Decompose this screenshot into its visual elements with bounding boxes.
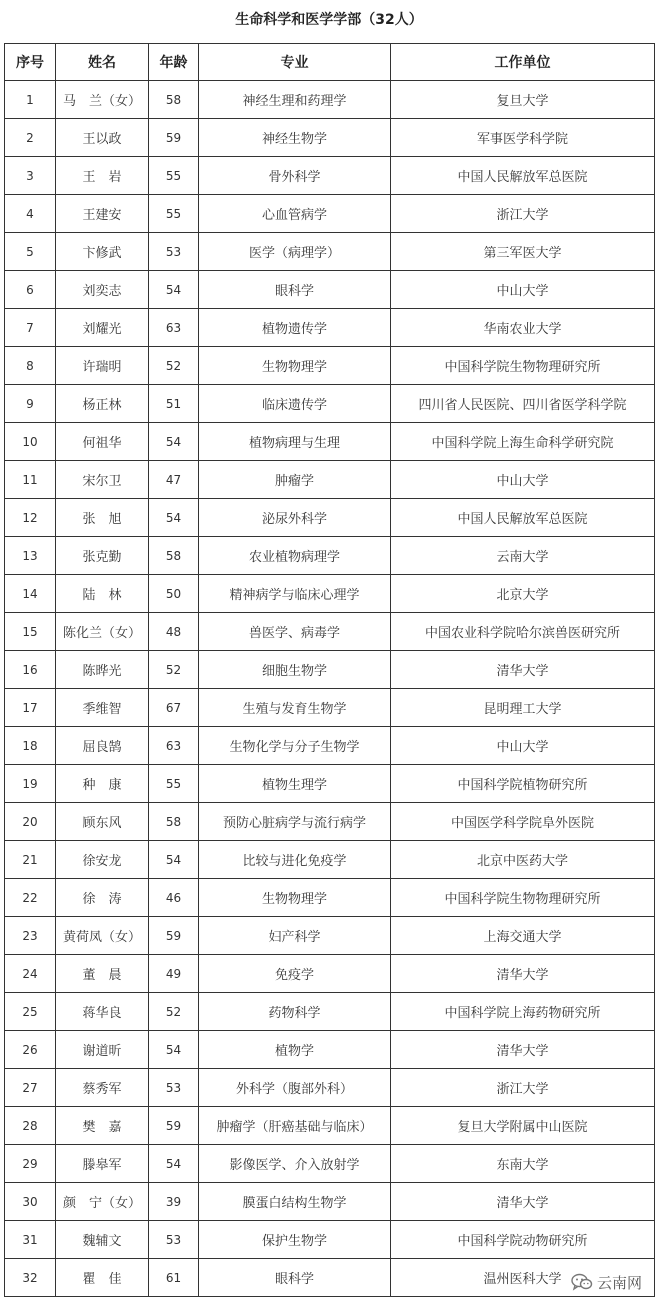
table-row — [5, 195, 655, 233]
row-work-unit: 中国农业科学院哈尔滨兽医研究所 — [391, 613, 655, 651]
row-name: 陈化兰（女） — [56, 613, 149, 651]
table-row — [5, 1069, 655, 1107]
row-age: 58 — [149, 81, 199, 119]
table-row — [5, 1107, 655, 1145]
row-number: 21 — [5, 841, 56, 879]
row-major: 医学（病理学） — [199, 233, 391, 271]
row-major: 神经生物学 — [199, 119, 391, 157]
table-row — [5, 385, 655, 423]
table-row — [5, 1145, 655, 1183]
row-number: 5 — [5, 233, 56, 271]
row-major: 肿瘤学（肝癌基础与临床） — [199, 1107, 391, 1145]
row-major: 外科学（腹部外科） — [199, 1069, 391, 1107]
table-row — [5, 461, 655, 499]
row-major: 临床遗传学 — [199, 385, 391, 423]
row-number: 9 — [5, 385, 56, 423]
watermark-text: 云南网 — [596, 1273, 642, 1292]
row-name: 徐安龙 — [56, 841, 149, 879]
row-age: 47 — [149, 461, 199, 499]
row-number: 8 — [5, 347, 56, 385]
row-name: 卞修武 — [56, 233, 149, 271]
row-name: 董 晨 — [56, 955, 149, 993]
row-age: 50 — [149, 575, 199, 613]
table-row — [5, 841, 655, 879]
row-name: 杨正林 — [56, 385, 149, 423]
row-age: 58 — [149, 537, 199, 575]
row-work-unit: 清华大学 — [391, 1031, 655, 1069]
row-major: 生物化学与分子生物学 — [199, 727, 391, 765]
row-work-unit: 华南农业大学 — [391, 309, 655, 347]
row-age: 61 — [149, 1259, 199, 1297]
row-age: 54 — [149, 1031, 199, 1069]
row-number: 30 — [5, 1183, 56, 1221]
table-row — [5, 347, 655, 385]
row-major: 细胞生物学 — [199, 651, 391, 689]
row-work-unit: 北京中医药大学 — [391, 841, 655, 879]
row-work-unit: 中国科学院上海生命科学研究院 — [391, 423, 655, 461]
table-body — [5, 81, 655, 1297]
row-work-unit: 中国科学院植物研究所 — [391, 765, 655, 803]
table-row — [5, 1221, 655, 1259]
row-name: 瞿 佳 — [56, 1259, 149, 1297]
row-number: 32 — [5, 1259, 56, 1297]
table-row — [5, 423, 655, 461]
row-number: 24 — [5, 955, 56, 993]
row-number: 19 — [5, 765, 56, 803]
table-row — [5, 651, 655, 689]
row-age: 49 — [149, 955, 199, 993]
row-number: 12 — [5, 499, 56, 537]
table-row — [5, 499, 655, 537]
row-number: 23 — [5, 917, 56, 955]
row-work-unit: 清华大学 — [391, 651, 655, 689]
table-row — [5, 233, 655, 271]
row-major: 预防心脏病学与流行病学 — [199, 803, 391, 841]
table-row — [5, 727, 655, 765]
row-work-unit: 温州医科大学 — [391, 1259, 655, 1297]
table-row — [5, 119, 655, 157]
table-row — [5, 1031, 655, 1069]
table-header-row — [5, 44, 655, 81]
row-name: 马 兰（女） — [56, 81, 149, 119]
row-name: 徐 涛 — [56, 879, 149, 917]
table-row — [5, 613, 655, 651]
row-major: 兽医学、病毒学 — [199, 613, 391, 651]
row-work-unit: 云南大学 — [391, 537, 655, 575]
table-row — [5, 917, 655, 955]
row-number: 27 — [5, 1069, 56, 1107]
row-age: 54 — [149, 271, 199, 309]
row-age: 63 — [149, 309, 199, 347]
row-age: 67 — [149, 689, 199, 727]
header-age: 年龄 — [149, 44, 199, 81]
row-major: 心血管病学 — [199, 195, 391, 233]
header-number: 序号 — [5, 44, 56, 81]
row-name: 屈良鹄 — [56, 727, 149, 765]
row-name: 蔡秀军 — [56, 1069, 149, 1107]
row-age: 39 — [149, 1183, 199, 1221]
table-row — [5, 575, 655, 613]
row-major: 妇产科学 — [199, 917, 391, 955]
row-work-unit: 东南大学 — [391, 1145, 655, 1183]
table-row — [5, 803, 655, 841]
row-name: 张克勤 — [56, 537, 149, 575]
row-number: 22 — [5, 879, 56, 917]
row-work-unit: 中山大学 — [391, 461, 655, 499]
row-name: 何祖华 — [56, 423, 149, 461]
table-row — [5, 689, 655, 727]
row-number: 1 — [5, 81, 56, 119]
row-number: 20 — [5, 803, 56, 841]
row-major: 骨外科学 — [199, 157, 391, 195]
member-table — [4, 43, 655, 1297]
row-number: 25 — [5, 993, 56, 1031]
row-name: 王建安 — [56, 195, 149, 233]
row-name: 王 岩 — [56, 157, 149, 195]
row-work-unit: 中国科学院上海药物研究所 — [391, 993, 655, 1031]
row-age: 52 — [149, 993, 199, 1031]
row-work-unit: 浙江大学 — [391, 1069, 655, 1107]
row-work-unit: 中山大学 — [391, 727, 655, 765]
table-row — [5, 157, 655, 195]
row-number: 13 — [5, 537, 56, 575]
row-age: 53 — [149, 233, 199, 271]
row-number: 31 — [5, 1221, 56, 1259]
row-name: 黄荷凤（女） — [56, 917, 149, 955]
row-number: 14 — [5, 575, 56, 613]
row-name: 宋尔卫 — [56, 461, 149, 499]
row-number: 16 — [5, 651, 56, 689]
row-age: 54 — [149, 841, 199, 879]
row-major: 比较与进化免疫学 — [199, 841, 391, 879]
row-name: 许瑞明 — [56, 347, 149, 385]
row-name: 刘耀光 — [56, 309, 149, 347]
row-name: 陈晔光 — [56, 651, 149, 689]
row-number: 6 — [5, 271, 56, 309]
row-number: 17 — [5, 689, 56, 727]
row-name: 蒋华良 — [56, 993, 149, 1031]
row-age: 55 — [149, 765, 199, 803]
row-major: 生物物理学 — [199, 347, 391, 385]
table-row — [5, 879, 655, 917]
wechat-icon — [571, 1273, 593, 1291]
row-work-unit: 清华大学 — [391, 955, 655, 993]
header-major: 专业 — [199, 44, 391, 81]
row-number: 26 — [5, 1031, 56, 1069]
row-work-unit: 中国医学科学院阜外医院 — [391, 803, 655, 841]
row-major: 植物学 — [199, 1031, 391, 1069]
row-major: 植物遗传学 — [199, 309, 391, 347]
row-work-unit: 四川省人民医院、四川省医学科学院 — [391, 385, 655, 423]
row-major: 肿瘤学 — [199, 461, 391, 499]
watermark — [569, 1271, 644, 1293]
row-number: 4 — [5, 195, 56, 233]
row-name: 刘奕志 — [56, 271, 149, 309]
table-row — [5, 1183, 655, 1221]
row-major: 免疫学 — [199, 955, 391, 993]
row-age: 52 — [149, 651, 199, 689]
row-major: 神经生理和药理学 — [199, 81, 391, 119]
row-number: 28 — [5, 1107, 56, 1145]
row-major: 植物生理学 — [199, 765, 391, 803]
row-work-unit: 中国人民解放军总医院 — [391, 499, 655, 537]
table-row — [5, 537, 655, 575]
row-work-unit: 中山大学 — [391, 271, 655, 309]
row-age: 54 — [149, 1145, 199, 1183]
row-work-unit: 中国人民解放军总医院 — [391, 157, 655, 195]
table-row — [5, 765, 655, 803]
row-major: 植物病理与生理 — [199, 423, 391, 461]
row-age: 53 — [149, 1069, 199, 1107]
row-age: 51 — [149, 385, 199, 423]
row-name: 顾东风 — [56, 803, 149, 841]
row-name: 樊 嘉 — [56, 1107, 149, 1145]
row-work-unit: 复旦大学 — [391, 81, 655, 119]
row-name: 种 康 — [56, 765, 149, 803]
row-age: 55 — [149, 195, 199, 233]
row-age: 52 — [149, 347, 199, 385]
row-age: 59 — [149, 1107, 199, 1145]
row-age: 63 — [149, 727, 199, 765]
row-work-unit: 中国科学院动物研究所 — [391, 1221, 655, 1259]
row-number: 29 — [5, 1145, 56, 1183]
table-row — [5, 309, 655, 347]
row-major: 眼科学 — [199, 1259, 391, 1297]
row-major: 保护生物学 — [199, 1221, 391, 1259]
row-work-unit: 上海交通大学 — [391, 917, 655, 955]
row-name: 颜 宁（女） — [56, 1183, 149, 1221]
row-work-unit: 中国科学院生物物理研究所 — [391, 879, 655, 917]
row-work-unit: 浙江大学 — [391, 195, 655, 233]
row-name: 陆 林 — [56, 575, 149, 613]
row-age: 54 — [149, 499, 199, 537]
row-major: 泌尿外科学 — [199, 499, 391, 537]
row-age: 54 — [149, 423, 199, 461]
row-major: 生殖与发育生物学 — [199, 689, 391, 727]
table-row — [5, 955, 655, 993]
row-number: 15 — [5, 613, 56, 651]
row-age: 46 — [149, 879, 199, 917]
row-work-unit: 清华大学 — [391, 1183, 655, 1221]
row-name: 张 旭 — [56, 499, 149, 537]
header-work-unit: 工作单位 — [391, 44, 655, 81]
row-age: 59 — [149, 917, 199, 955]
row-number: 11 — [5, 461, 56, 499]
row-major: 膜蛋白结构生物学 — [199, 1183, 391, 1221]
row-name: 滕皋军 — [56, 1145, 149, 1183]
row-number: 2 — [5, 119, 56, 157]
row-major: 精神病学与临床心理学 — [199, 575, 391, 613]
row-name: 魏辅文 — [56, 1221, 149, 1259]
row-major: 农业植物病理学 — [199, 537, 391, 575]
row-work-unit: 北京大学 — [391, 575, 655, 613]
row-name: 谢道昕 — [56, 1031, 149, 1069]
row-work-unit: 昆明理工大学 — [391, 689, 655, 727]
row-age: 48 — [149, 613, 199, 651]
row-age: 55 — [149, 157, 199, 195]
row-number: 7 — [5, 309, 56, 347]
row-major: 生物物理学 — [199, 879, 391, 917]
row-major: 眼科学 — [199, 271, 391, 309]
table-row — [5, 81, 655, 119]
row-major: 影像医学、介入放射学 — [199, 1145, 391, 1183]
page-title: 生命科学和医学学部（32人） — [235, 12, 423, 28]
row-work-unit: 中国科学院生物物理研究所 — [391, 347, 655, 385]
row-number: 18 — [5, 727, 56, 765]
row-age: 58 — [149, 803, 199, 841]
row-work-unit: 军事医学科学院 — [391, 119, 655, 157]
row-number: 10 — [5, 423, 56, 461]
row-major: 药物科学 — [199, 993, 391, 1031]
row-age: 59 — [149, 119, 199, 157]
table-row — [5, 271, 655, 309]
table-row — [5, 1259, 655, 1297]
row-age: 53 — [149, 1221, 199, 1259]
table-row — [5, 993, 655, 1031]
row-work-unit: 复旦大学附属中山医院 — [391, 1107, 655, 1145]
row-number: 3 — [5, 157, 56, 195]
row-work-unit: 第三军医大学 — [391, 233, 655, 271]
row-name: 季维智 — [56, 689, 149, 727]
header-name: 姓名 — [56, 44, 149, 81]
row-name: 王以政 — [56, 119, 149, 157]
